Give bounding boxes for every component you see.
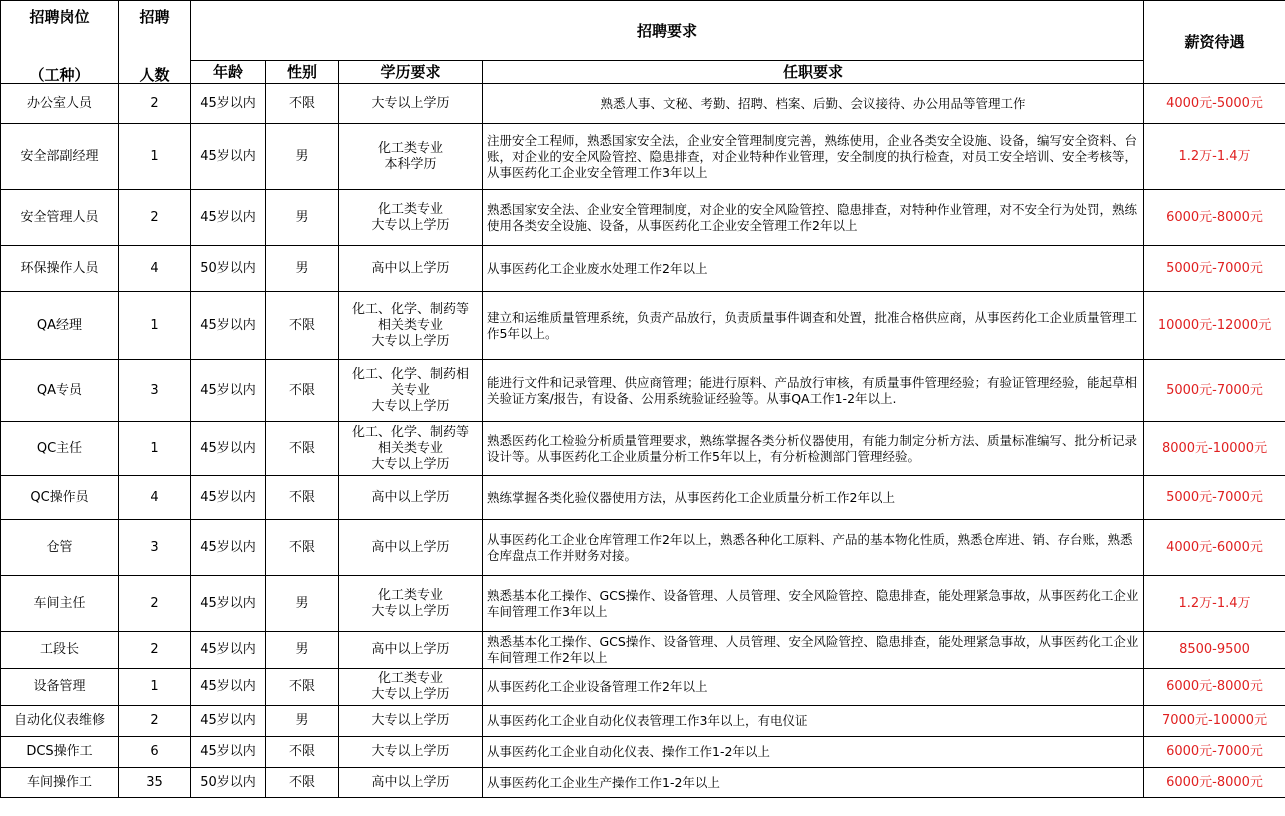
- table-row: [1, 576, 1285, 632]
- cell-position: 设备管理: [1, 669, 119, 706]
- cell-salary: 6000元-8000元: [1144, 768, 1285, 798]
- cell-age: 45岁以内: [191, 84, 266, 124]
- table-row: [1, 737, 1285, 768]
- cell-gender: 不限: [266, 84, 339, 124]
- cell-age: 45岁以内: [191, 292, 266, 360]
- table-row: [1, 246, 1285, 292]
- cell-education: 化工类专业 大专以上学历: [339, 669, 483, 706]
- cell-age: 50岁以内: [191, 246, 266, 292]
- cell-duties: 从事医药化工企业生产操作工作1-2年以上: [483, 768, 1144, 798]
- table-row: [1, 124, 1285, 190]
- cell-age: 45岁以内: [191, 476, 266, 520]
- table-row: [1, 84, 1285, 124]
- cell-headcount: 35: [119, 768, 191, 798]
- cell-duties: 从事医药化工企业自动化仪表管理工作3年以上，有电仪证: [483, 706, 1144, 737]
- cell-duties: 熟悉基本化工操作、GCS操作、设备管理、人员管理、安全风险管控、隐患排查，能处理紧急事故，从事医药化工企业车间管理工作3年以上: [483, 576, 1144, 632]
- cell-salary: 5000元-7000元: [1144, 360, 1285, 422]
- table-row: [1, 520, 1285, 576]
- cell-gender: 不限: [266, 476, 339, 520]
- cell-salary: 5000元-7000元: [1144, 476, 1285, 520]
- cell-headcount: 2: [119, 632, 191, 669]
- cell-duties: 熟练掌握各类化验仪器使用方法，从事医药化工企业质量分析工作2年以上: [483, 476, 1144, 520]
- cell-headcount: 3: [119, 520, 191, 576]
- cell-education: 大专以上学历: [339, 737, 483, 768]
- cell-gender: 男: [266, 576, 339, 632]
- cell-salary: 1.2万-1.4万: [1144, 576, 1285, 632]
- cell-position: 车间主任: [1, 576, 119, 632]
- header-salary: 薪资待遇: [1144, 1, 1285, 84]
- cell-education: 高中以上学历: [339, 476, 483, 520]
- header-gender: 性别: [266, 61, 339, 84]
- cell-salary: 4000元-6000元: [1144, 520, 1285, 576]
- cell-position: 仓管: [1, 520, 119, 576]
- cell-age: 45岁以内: [191, 422, 266, 476]
- cell-duties: 建立和运维质量管理系统，负责产品放行，负责质量事件调查和处置，批准合格供应商，从事医药化工企业质量管理工作5年以上。: [483, 292, 1144, 360]
- cell-age: 45岁以内: [191, 124, 266, 190]
- cell-salary: 4000元-5000元: [1144, 84, 1285, 124]
- cell-gender: 男: [266, 190, 339, 246]
- table-row: [1, 476, 1285, 520]
- cell-duties: 能进行文件和记录管理、供应商管理；能进行原料、产品放行审核，有质量事件管理经验；有验证管理经验，能起草相关验证方案/报告，有设备、公用系统验证经验等。从事QA工作1-2年以上.: [483, 360, 1144, 422]
- cell-education: 高中以上学历: [339, 246, 483, 292]
- cell-gender: 不限: [266, 737, 339, 768]
- header-requirements: 招聘要求: [191, 1, 1144, 61]
- header-age: 年龄: [191, 61, 266, 84]
- cell-position: 办公室人员: [1, 84, 119, 124]
- cell-duties: 从事医药化工企业自动化仪表、操作工作1-2年以上: [483, 737, 1144, 768]
- cell-duties: 熟悉基本化工操作、GCS操作、设备管理、人员管理、安全风险管控、隐患排查，能处理紧急事故，从事医药化工企业车间管理工作2年以上: [483, 632, 1144, 669]
- cell-duties: 熟悉人事、文秘、考勤、招聘、档案、后勤、会议接待、办公用品等管理工作: [483, 84, 1144, 124]
- cell-headcount: 6: [119, 737, 191, 768]
- cell-gender: 不限: [266, 360, 339, 422]
- cell-age: 45岁以内: [191, 669, 266, 706]
- cell-education: 大专以上学历: [339, 706, 483, 737]
- cell-gender: 男: [266, 124, 339, 190]
- cell-duties: 从事医药化工企业设备管理工作2年以上: [483, 669, 1144, 706]
- cell-education: 化工、化学、制药等 相关类专业 大专以上学历: [339, 292, 483, 360]
- cell-gender: 不限: [266, 292, 339, 360]
- cell-duties: 熟悉医药化工检验分析质量管理要求，熟练掌握各类分析仪器使用，有能力制定分析方法、质量标准编写、批分析记录设计等。从事医药化工企业质量分析工作5年以上，有分析检测部门管理经验。: [483, 422, 1144, 476]
- cell-education: 高中以上学历: [339, 632, 483, 669]
- cell-education: 高中以上学历: [339, 768, 483, 798]
- cell-duties: 从事医药化工企业废水处理工作2年以上: [483, 246, 1144, 292]
- cell-duties: 熟悉国家安全法、企业安全管理制度，对企业的安全风险管控、隐患排查，对特种作业管理，对不安全行为处罚，熟练使用各类安全设施、设备，从事医药化工企业安全管理工作2年以上: [483, 190, 1144, 246]
- table-row: [1, 422, 1285, 476]
- cell-age: 50岁以内: [191, 768, 266, 798]
- cell-position: DCS操作工: [1, 737, 119, 768]
- cell-gender: 不限: [266, 422, 339, 476]
- cell-gender: 男: [266, 632, 339, 669]
- header-position-line2: （工种）: [1, 61, 119, 84]
- table-row: [1, 360, 1285, 422]
- cell-headcount: 1: [119, 292, 191, 360]
- cell-education: 化工类专业 大专以上学历: [339, 190, 483, 246]
- cell-salary: 7000元-10000元: [1144, 706, 1285, 737]
- cell-headcount: 3: [119, 360, 191, 422]
- cell-duties: 从事医药化工企业仓库管理工作2年以上，熟悉各种化工原料、产品的基本物化性质，熟悉仓库进、销、存台账，熟悉仓库盘点工作并财务对接。: [483, 520, 1144, 576]
- cell-position: 车间操作工: [1, 768, 119, 798]
- cell-duties: 注册安全工程师，熟悉国家安全法，企业安全管理制度完善，熟练使用，企业各类安全设施、设备，编写安全资料、台账，对企业的安全风险管控、隐患排查，对企业特种作业管理，安全制度的执行检查，对员工安全培训、安全考核等，从事医药化工企业安全管理工作3年以上: [483, 124, 1144, 190]
- cell-headcount: 2: [119, 190, 191, 246]
- cell-age: 45岁以内: [191, 632, 266, 669]
- cell-age: 45岁以内: [191, 706, 266, 737]
- cell-salary: 6000元-7000元: [1144, 737, 1285, 768]
- cell-position: 工段长: [1, 632, 119, 669]
- cell-position: 环保操作人员: [1, 246, 119, 292]
- cell-education: 化工、化学、制药等 相关类专业 大专以上学历: [339, 422, 483, 476]
- cell-salary: 6000元-8000元: [1144, 190, 1285, 246]
- cell-position: 安全管理人员: [1, 190, 119, 246]
- cell-headcount: 2: [119, 706, 191, 737]
- cell-headcount: 4: [119, 246, 191, 292]
- cell-age: 45岁以内: [191, 360, 266, 422]
- cell-position: 安全部副经理: [1, 124, 119, 190]
- cell-gender: 男: [266, 246, 339, 292]
- table-row: [1, 768, 1285, 798]
- cell-headcount: 1: [119, 669, 191, 706]
- cell-position: QC主任: [1, 422, 119, 476]
- cell-headcount: 2: [119, 84, 191, 124]
- cell-headcount: 1: [119, 422, 191, 476]
- cell-salary: 10000元-12000元: [1144, 292, 1285, 360]
- table-row: [1, 292, 1285, 360]
- cell-education: 化工类专业 本科学历: [339, 124, 483, 190]
- table-row: [1, 706, 1285, 737]
- cell-salary: 8500-9500: [1144, 632, 1285, 669]
- cell-age: 45岁以内: [191, 576, 266, 632]
- header-duties: 任职要求: [483, 61, 1144, 84]
- cell-salary: 5000元-7000元: [1144, 246, 1285, 292]
- table-row: [1, 669, 1285, 706]
- cell-gender: 不限: [266, 669, 339, 706]
- cell-education: 化工类专业 大专以上学历: [339, 576, 483, 632]
- cell-headcount: 1: [119, 124, 191, 190]
- cell-age: 45岁以内: [191, 520, 266, 576]
- cell-position: QC操作员: [1, 476, 119, 520]
- cell-salary: 1.2万-1.4万: [1144, 124, 1285, 190]
- cell-gender: 男: [266, 706, 339, 737]
- cell-salary: 6000元-8000元: [1144, 669, 1285, 706]
- cell-position: 自动化仪表维修: [1, 706, 119, 737]
- header-headcount-line2: 人数: [119, 61, 191, 84]
- cell-salary: 8000元-10000元: [1144, 422, 1285, 476]
- header-headcount-line1: 招聘: [119, 1, 191, 61]
- cell-position: QA专员: [1, 360, 119, 422]
- table-row: [1, 632, 1285, 669]
- cell-education: 化工、化学、制药相 关专业 大专以上学历: [339, 360, 483, 422]
- cell-education: 大专以上学历: [339, 84, 483, 124]
- cell-age: 45岁以内: [191, 190, 266, 246]
- cell-age: 45岁以内: [191, 737, 266, 768]
- cell-headcount: 4: [119, 476, 191, 520]
- cell-education: 高中以上学历: [339, 520, 483, 576]
- cell-headcount: 2: [119, 576, 191, 632]
- header-position-line1: 招聘岗位: [1, 1, 119, 61]
- cell-gender: 不限: [266, 768, 339, 798]
- header-education: 学历要求: [339, 61, 483, 84]
- table-row: [1, 190, 1285, 246]
- cell-gender: 不限: [266, 520, 339, 576]
- cell-position: QA经理: [1, 292, 119, 360]
